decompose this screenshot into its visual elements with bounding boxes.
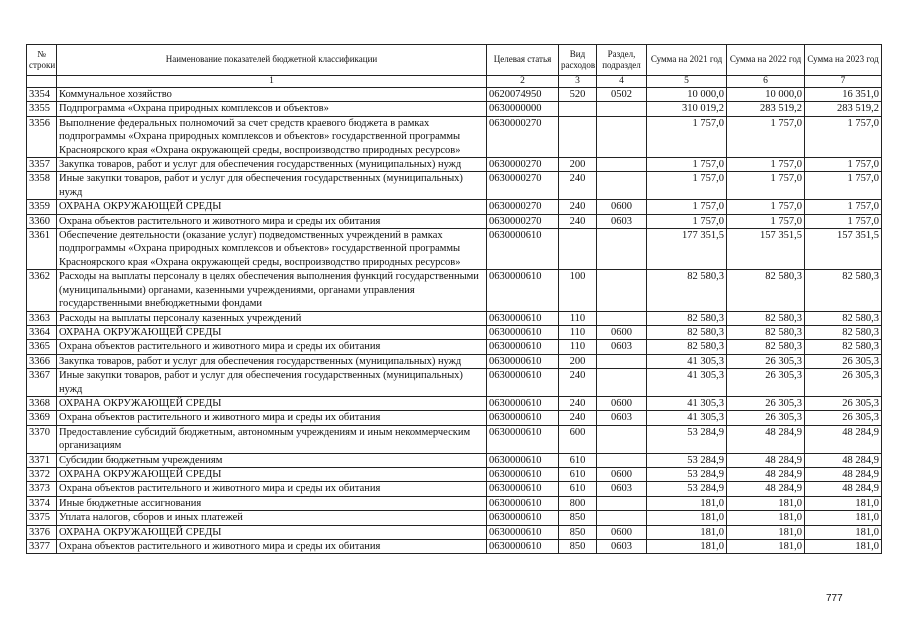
row-expense-type: 240 — [559, 411, 597, 425]
row-number: 3354 — [27, 88, 57, 102]
row-number: 3368 — [27, 396, 57, 410]
table-row — [27, 396, 882, 410]
row-sum-2023: 1 757,0 — [805, 116, 882, 157]
row-name: Закупка товаров, работ и услуг для обеспечения государственных (муниципальных) нужд — [57, 158, 487, 172]
table-row — [27, 311, 882, 325]
row-sum-2022: 181,0 — [727, 496, 805, 510]
row-sum-2023: 181,0 — [805, 511, 882, 525]
row-sum-2022: 26 305,3 — [727, 354, 805, 368]
row-sum-2021: 53 284,9 — [647, 425, 727, 453]
row-sum-2021: 41 305,3 — [647, 369, 727, 397]
row-sum-2023: 181,0 — [805, 525, 882, 539]
row-sum-2022: 181,0 — [727, 540, 805, 554]
table-row — [27, 214, 882, 228]
row-target-article: 0630000610 — [487, 482, 559, 496]
row-number: 3374 — [27, 496, 57, 510]
row-target-article: 0630000610 — [487, 396, 559, 410]
row-name: Охрана объектов растительного и животного мира и среды их обитания — [57, 411, 487, 425]
row-expense-type: 800 — [559, 496, 597, 510]
row-sum-2023: 16 351,0 — [805, 88, 882, 102]
header-section: Раздел, подраздел — [597, 45, 647, 76]
row-section — [597, 496, 647, 510]
row-name: Охрана объектов растительного и животного мира и среды их обитания — [57, 540, 487, 554]
row-section: 0603 — [597, 340, 647, 354]
row-name: Иные бюджетные ассигнования — [57, 496, 487, 510]
table-row — [27, 511, 882, 525]
row-sum-2021: 177 351,5 — [647, 229, 727, 270]
column-number: 3 — [559, 76, 597, 88]
row-expense-type: 240 — [559, 200, 597, 214]
row-name: ОХРАНА ОКРУЖАЮЩЕЙ СРЕДЫ — [57, 525, 487, 539]
row-name: Охрана объектов растительного и животного мира и среды их обитания — [57, 340, 487, 354]
row-expense-type: 520 — [559, 88, 597, 102]
row-sum-2021: 1 757,0 — [647, 158, 727, 172]
row-target-article: 0630000610 — [487, 411, 559, 425]
row-section — [597, 369, 647, 397]
table-row — [27, 340, 882, 354]
row-expense-type: 100 — [559, 270, 597, 311]
row-expense-type: 610 — [559, 482, 597, 496]
row-name: Коммунальное хозяйство — [57, 88, 487, 102]
row-target-article: 0630000270 — [487, 158, 559, 172]
row-section: 0600 — [597, 325, 647, 339]
row-name: Охрана объектов растительного и животного мира и среды их обитания — [57, 482, 487, 496]
row-sum-2023: 1 757,0 — [805, 158, 882, 172]
table-row — [27, 467, 882, 481]
table-row — [27, 102, 882, 116]
row-sum-2023: 26 305,3 — [805, 354, 882, 368]
header-sum-2022: Сумма на 2022 год — [727, 45, 805, 76]
row-expense-type: 850 — [559, 511, 597, 525]
table-row — [27, 540, 882, 554]
row-name: ОХРАНА ОКРУЖАЮЩЕЙ СРЕДЫ — [57, 200, 487, 214]
row-name: ОХРАНА ОКРУЖАЮЩЕЙ СРЕДЫ — [57, 467, 487, 481]
row-number: 3377 — [27, 540, 57, 554]
row-sum-2023: 82 580,3 — [805, 270, 882, 311]
row-sum-2022: 82 580,3 — [727, 340, 805, 354]
row-section — [597, 354, 647, 368]
row-sum-2021: 1 757,0 — [647, 116, 727, 157]
header-name: Наименование показателей бюджетной классификации — [57, 45, 487, 76]
row-sum-2021: 82 580,3 — [647, 270, 727, 311]
row-sum-2023: 82 580,3 — [805, 340, 882, 354]
row-sum-2023: 1 757,0 — [805, 214, 882, 228]
row-target-article: 0630000610 — [487, 525, 559, 539]
row-sum-2022: 1 757,0 — [727, 214, 805, 228]
row-sum-2022: 82 580,3 — [727, 325, 805, 339]
row-name: ОХРАНА ОКРУЖАЮЩЕЙ СРЕДЫ — [57, 325, 487, 339]
budget-table — [26, 44, 882, 554]
column-number: 1 — [57, 76, 487, 88]
row-expense-type: 200 — [559, 158, 597, 172]
row-name: Иные закупки товаров, работ и услуг для обеспечения государственных (муниципальных) нужд — [57, 172, 487, 200]
row-sum-2022: 48 284,9 — [727, 482, 805, 496]
row-number: 3364 — [27, 325, 57, 339]
row-section — [597, 172, 647, 200]
row-number: 3373 — [27, 482, 57, 496]
table-row — [27, 325, 882, 339]
table-row — [27, 425, 882, 453]
column-number: 6 — [727, 76, 805, 88]
row-target-article: 0630000610 — [487, 496, 559, 510]
row-section — [597, 116, 647, 157]
row-target-article: 0630000270 — [487, 172, 559, 200]
row-sum-2023: 48 284,9 — [805, 467, 882, 481]
row-sum-2023: 48 284,9 — [805, 453, 882, 467]
row-target-article: 0630000610 — [487, 229, 559, 270]
row-number: 3358 — [27, 172, 57, 200]
row-sum-2021: 181,0 — [647, 511, 727, 525]
header-sum-2023: Сумма на 2023 год — [805, 45, 882, 76]
row-name: Уплата налогов, сборов и иных платежей — [57, 511, 487, 525]
row-expense-type: 610 — [559, 453, 597, 467]
row-expense-type: 600 — [559, 425, 597, 453]
row-expense-type — [559, 229, 597, 270]
row-target-article: 0630000610 — [487, 340, 559, 354]
row-sum-2022: 10 000,0 — [727, 88, 805, 102]
row-number: 3366 — [27, 354, 57, 368]
row-target-article: 0630000270 — [487, 200, 559, 214]
table-row — [27, 525, 882, 539]
row-sum-2022: 1 757,0 — [727, 172, 805, 200]
row-name: Подпрограмма «Охрана природных комплексов и объектов» — [57, 102, 487, 116]
row-number: 3356 — [27, 116, 57, 157]
row-name: Обеспечение деятельности (оказание услуг) подведомственных учреждений в рамках подпрограммы «Охрана природных комплексов и объектов» государственной программы Красноярского края «Охрана окружающей среды, воспроизводство природных ресурсов» — [57, 229, 487, 270]
row-section: 0603 — [597, 540, 647, 554]
row-target-article: 0630000610 — [487, 453, 559, 467]
table-row — [27, 270, 882, 311]
table-row — [27, 158, 882, 172]
row-sum-2021: 53 284,9 — [647, 467, 727, 481]
row-name: Расходы на выплаты персоналу казенных учреждений — [57, 311, 487, 325]
row-expense-type: 240 — [559, 214, 597, 228]
row-section — [597, 425, 647, 453]
row-section — [597, 311, 647, 325]
row-sum-2022: 283 519,2 — [727, 102, 805, 116]
row-name: Субсидии бюджетным учреждениям — [57, 453, 487, 467]
row-section — [597, 158, 647, 172]
row-sum-2021: 53 284,9 — [647, 453, 727, 467]
row-number: 3367 — [27, 369, 57, 397]
row-target-article: 0630000610 — [487, 369, 559, 397]
row-target-article: 0630000270 — [487, 214, 559, 228]
row-number: 3371 — [27, 453, 57, 467]
column-number-row — [27, 76, 882, 88]
row-target-article: 0630000610 — [487, 325, 559, 339]
row-name: Закупка товаров, работ и услуг для обеспечения государственных (муниципальных) нужд — [57, 354, 487, 368]
row-target-article: 0630000610 — [487, 311, 559, 325]
row-sum-2022: 26 305,3 — [727, 369, 805, 397]
row-sum-2021: 53 284,9 — [647, 482, 727, 496]
header-target-article: Целевая статья — [487, 45, 559, 76]
row-sum-2022: 181,0 — [727, 511, 805, 525]
row-sum-2022: 1 757,0 — [727, 158, 805, 172]
row-sum-2021: 310 019,2 — [647, 102, 727, 116]
row-target-article: 0630000610 — [487, 467, 559, 481]
row-sum-2023: 1 757,0 — [805, 200, 882, 214]
row-section: 0600 — [597, 396, 647, 410]
row-section: 0603 — [597, 482, 647, 496]
table-row — [27, 116, 882, 157]
row-sum-2022: 82 580,3 — [727, 270, 805, 311]
row-sum-2022: 1 757,0 — [727, 200, 805, 214]
table-row — [27, 496, 882, 510]
row-target-article: 0630000610 — [487, 354, 559, 368]
row-sum-2022: 1 757,0 — [727, 116, 805, 157]
row-section — [597, 102, 647, 116]
row-target-article: 0630000000 — [487, 102, 559, 116]
row-name: Охрана объектов растительного и животного мира и среды их обитания — [57, 214, 487, 228]
row-sum-2023: 48 284,9 — [805, 425, 882, 453]
row-expense-type: 610 — [559, 467, 597, 481]
table-row — [27, 453, 882, 467]
row-name: Предоставление субсидий бюджетным, автономным учреждениям и иным некоммерческим организациям — [57, 425, 487, 453]
header-row-number: № строки — [27, 45, 57, 76]
row-sum-2022: 157 351,5 — [727, 229, 805, 270]
table-row — [27, 411, 882, 425]
row-expense-type: 110 — [559, 311, 597, 325]
row-target-article: 0630000610 — [487, 270, 559, 311]
row-number: 3355 — [27, 102, 57, 116]
table-row — [27, 482, 882, 496]
table-header-row — [27, 45, 882, 76]
row-number: 3365 — [27, 340, 57, 354]
row-section — [597, 453, 647, 467]
row-section — [597, 511, 647, 525]
row-expense-type: 240 — [559, 396, 597, 410]
row-sum-2023: 26 305,3 — [805, 369, 882, 397]
row-target-article: 0630000270 — [487, 116, 559, 157]
row-number: 3359 — [27, 200, 57, 214]
row-number: 3361 — [27, 229, 57, 270]
row-expense-type — [559, 116, 597, 157]
row-expense-type: 850 — [559, 525, 597, 539]
column-number: 7 — [805, 76, 882, 88]
row-sum-2021: 181,0 — [647, 540, 727, 554]
row-sum-2021: 41 305,3 — [647, 354, 727, 368]
row-sum-2022: 26 305,3 — [727, 411, 805, 425]
row-target-article: 0620074950 — [487, 88, 559, 102]
row-section — [597, 270, 647, 311]
row-sum-2022: 82 580,3 — [727, 311, 805, 325]
table-row — [27, 369, 882, 397]
row-sum-2022: 48 284,9 — [727, 453, 805, 467]
row-expense-type: 110 — [559, 340, 597, 354]
row-name: Расходы на выплаты персоналу в целях обеспечения выполнения функций государственными (муниципальными) органами, казенными учреждениями, органами управления государственными внебюджетными фондами — [57, 270, 487, 311]
row-number: 3369 — [27, 411, 57, 425]
row-sum-2021: 181,0 — [647, 496, 727, 510]
row-sum-2021: 82 580,3 — [647, 340, 727, 354]
row-number: 3357 — [27, 158, 57, 172]
row-sum-2021: 1 757,0 — [647, 172, 727, 200]
row-expense-type: 240 — [559, 172, 597, 200]
row-sum-2023: 283 519,2 — [805, 102, 882, 116]
row-section: 0600 — [597, 525, 647, 539]
row-number: 3376 — [27, 525, 57, 539]
row-section: 0603 — [597, 411, 647, 425]
row-sum-2022: 181,0 — [727, 525, 805, 539]
table-row — [27, 172, 882, 200]
column-number: 2 — [487, 76, 559, 88]
row-name: Иные закупки товаров, работ и услуг для обеспечения государственных (муниципальных) нужд — [57, 369, 487, 397]
row-sum-2021: 181,0 — [647, 525, 727, 539]
row-sum-2021: 10 000,0 — [647, 88, 727, 102]
table-row — [27, 354, 882, 368]
row-expense-type: 850 — [559, 540, 597, 554]
row-section: 0502 — [597, 88, 647, 102]
row-sum-2023: 82 580,3 — [805, 311, 882, 325]
row-sum-2023: 181,0 — [805, 540, 882, 554]
column-number: 4 — [597, 76, 647, 88]
row-expense-type: 200 — [559, 354, 597, 368]
row-expense-type — [559, 102, 597, 116]
table-row — [27, 229, 882, 270]
row-sum-2023: 26 305,3 — [805, 411, 882, 425]
row-number: 3360 — [27, 214, 57, 228]
row-sum-2023: 157 351,5 — [805, 229, 882, 270]
row-expense-type: 110 — [559, 325, 597, 339]
row-sum-2023: 48 284,9 — [805, 482, 882, 496]
row-sum-2023: 1 757,0 — [805, 172, 882, 200]
row-section: 0600 — [597, 200, 647, 214]
row-sum-2021: 82 580,3 — [647, 311, 727, 325]
row-section: 0603 — [597, 214, 647, 228]
page-number: 777 — [826, 593, 843, 604]
row-sum-2021: 41 305,3 — [647, 396, 727, 410]
column-number: 5 — [647, 76, 727, 88]
row-target-article: 0630000610 — [487, 511, 559, 525]
row-sum-2023: 26 305,3 — [805, 396, 882, 410]
row-sum-2022: 48 284,9 — [727, 425, 805, 453]
row-number: 3372 — [27, 467, 57, 481]
row-section: 0600 — [597, 467, 647, 481]
row-section — [597, 229, 647, 270]
row-sum-2021: 41 305,3 — [647, 411, 727, 425]
row-target-article: 0630000610 — [487, 540, 559, 554]
header-sum-2021: Сумма на 2021 год — [647, 45, 727, 76]
row-number: 3362 — [27, 270, 57, 311]
row-name: ОХРАНА ОКРУЖАЮЩЕЙ СРЕДЫ — [57, 396, 487, 410]
row-sum-2021: 1 757,0 — [647, 214, 727, 228]
row-sum-2022: 48 284,9 — [727, 467, 805, 481]
row-expense-type: 240 — [559, 369, 597, 397]
row-sum-2021: 82 580,3 — [647, 325, 727, 339]
row-number: 3375 — [27, 511, 57, 525]
row-sum-2022: 26 305,3 — [727, 396, 805, 410]
row-number: 3363 — [27, 311, 57, 325]
table-row — [27, 200, 882, 214]
row-target-article: 0630000610 — [487, 425, 559, 453]
row-sum-2023: 82 580,3 — [805, 325, 882, 339]
table-row — [27, 88, 882, 102]
row-sum-2021: 1 757,0 — [647, 200, 727, 214]
header-expense-type: Вид расходов — [559, 45, 597, 76]
row-number: 3370 — [27, 425, 57, 453]
column-number — [27, 76, 57, 88]
row-name: Выполнение федеральных полномочий за счет средств краевого бюджета в рамках подпрограммы «Охрана природных комплексов и объектов» государственной программы Красноярского края «Охрана окружающей среды, воспроизводство природных ресурсов» — [57, 116, 487, 157]
row-sum-2023: 181,0 — [805, 496, 882, 510]
